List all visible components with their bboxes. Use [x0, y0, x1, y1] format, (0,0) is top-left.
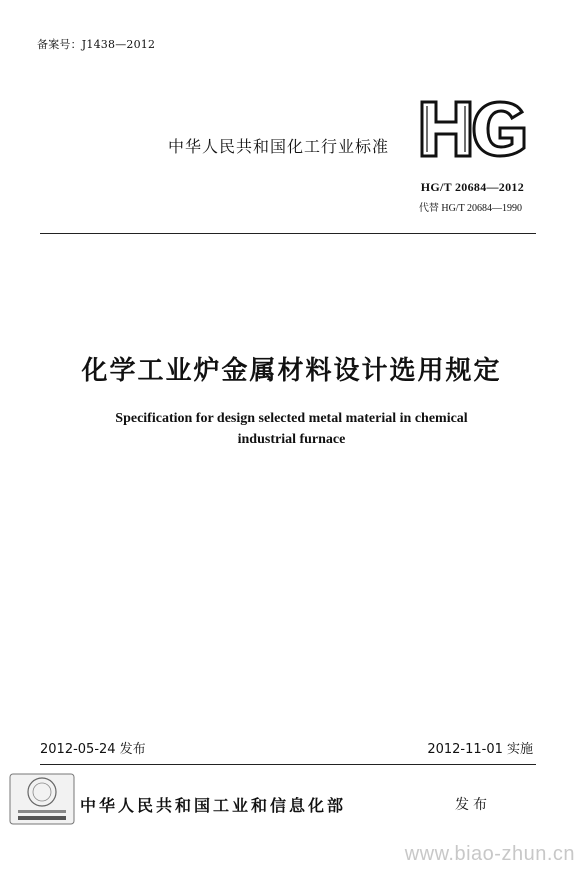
- record-number: 备案号：J1438—2012: [37, 38, 156, 51]
- title-english-line-1: Specification for design selected metal material in chemical: [115, 411, 468, 426]
- title-english: [0, 408, 583, 450]
- publish-label: 发布: [455, 797, 491, 813]
- bottom-divider: [40, 764, 536, 765]
- top-divider: [40, 233, 536, 234]
- implementation-date: 2012-11-01 实施: [427, 742, 533, 757]
- anti-counterfeit-stamp-icon: [8, 772, 76, 826]
- issue-date: 2012-05-24 发布: [40, 742, 146, 757]
- site-watermark: www.biao-zhun.cn: [404, 843, 575, 865]
- replaces-standard: 代替 HG/T 20684—1990: [418, 203, 522, 214]
- standard-number: HG/T 20684—2012: [420, 180, 524, 194]
- title-english-line-2: industrial furnace: [237, 432, 346, 447]
- title-chinese: 化学工业炉金属材料设计选用规定: [81, 356, 502, 386]
- standard-series-name: 中华人民共和国化工行业标准: [168, 137, 390, 156]
- publisher: 中华人民共和国工业和信息化部: [80, 796, 347, 815]
- hg-logo: [418, 98, 528, 160]
